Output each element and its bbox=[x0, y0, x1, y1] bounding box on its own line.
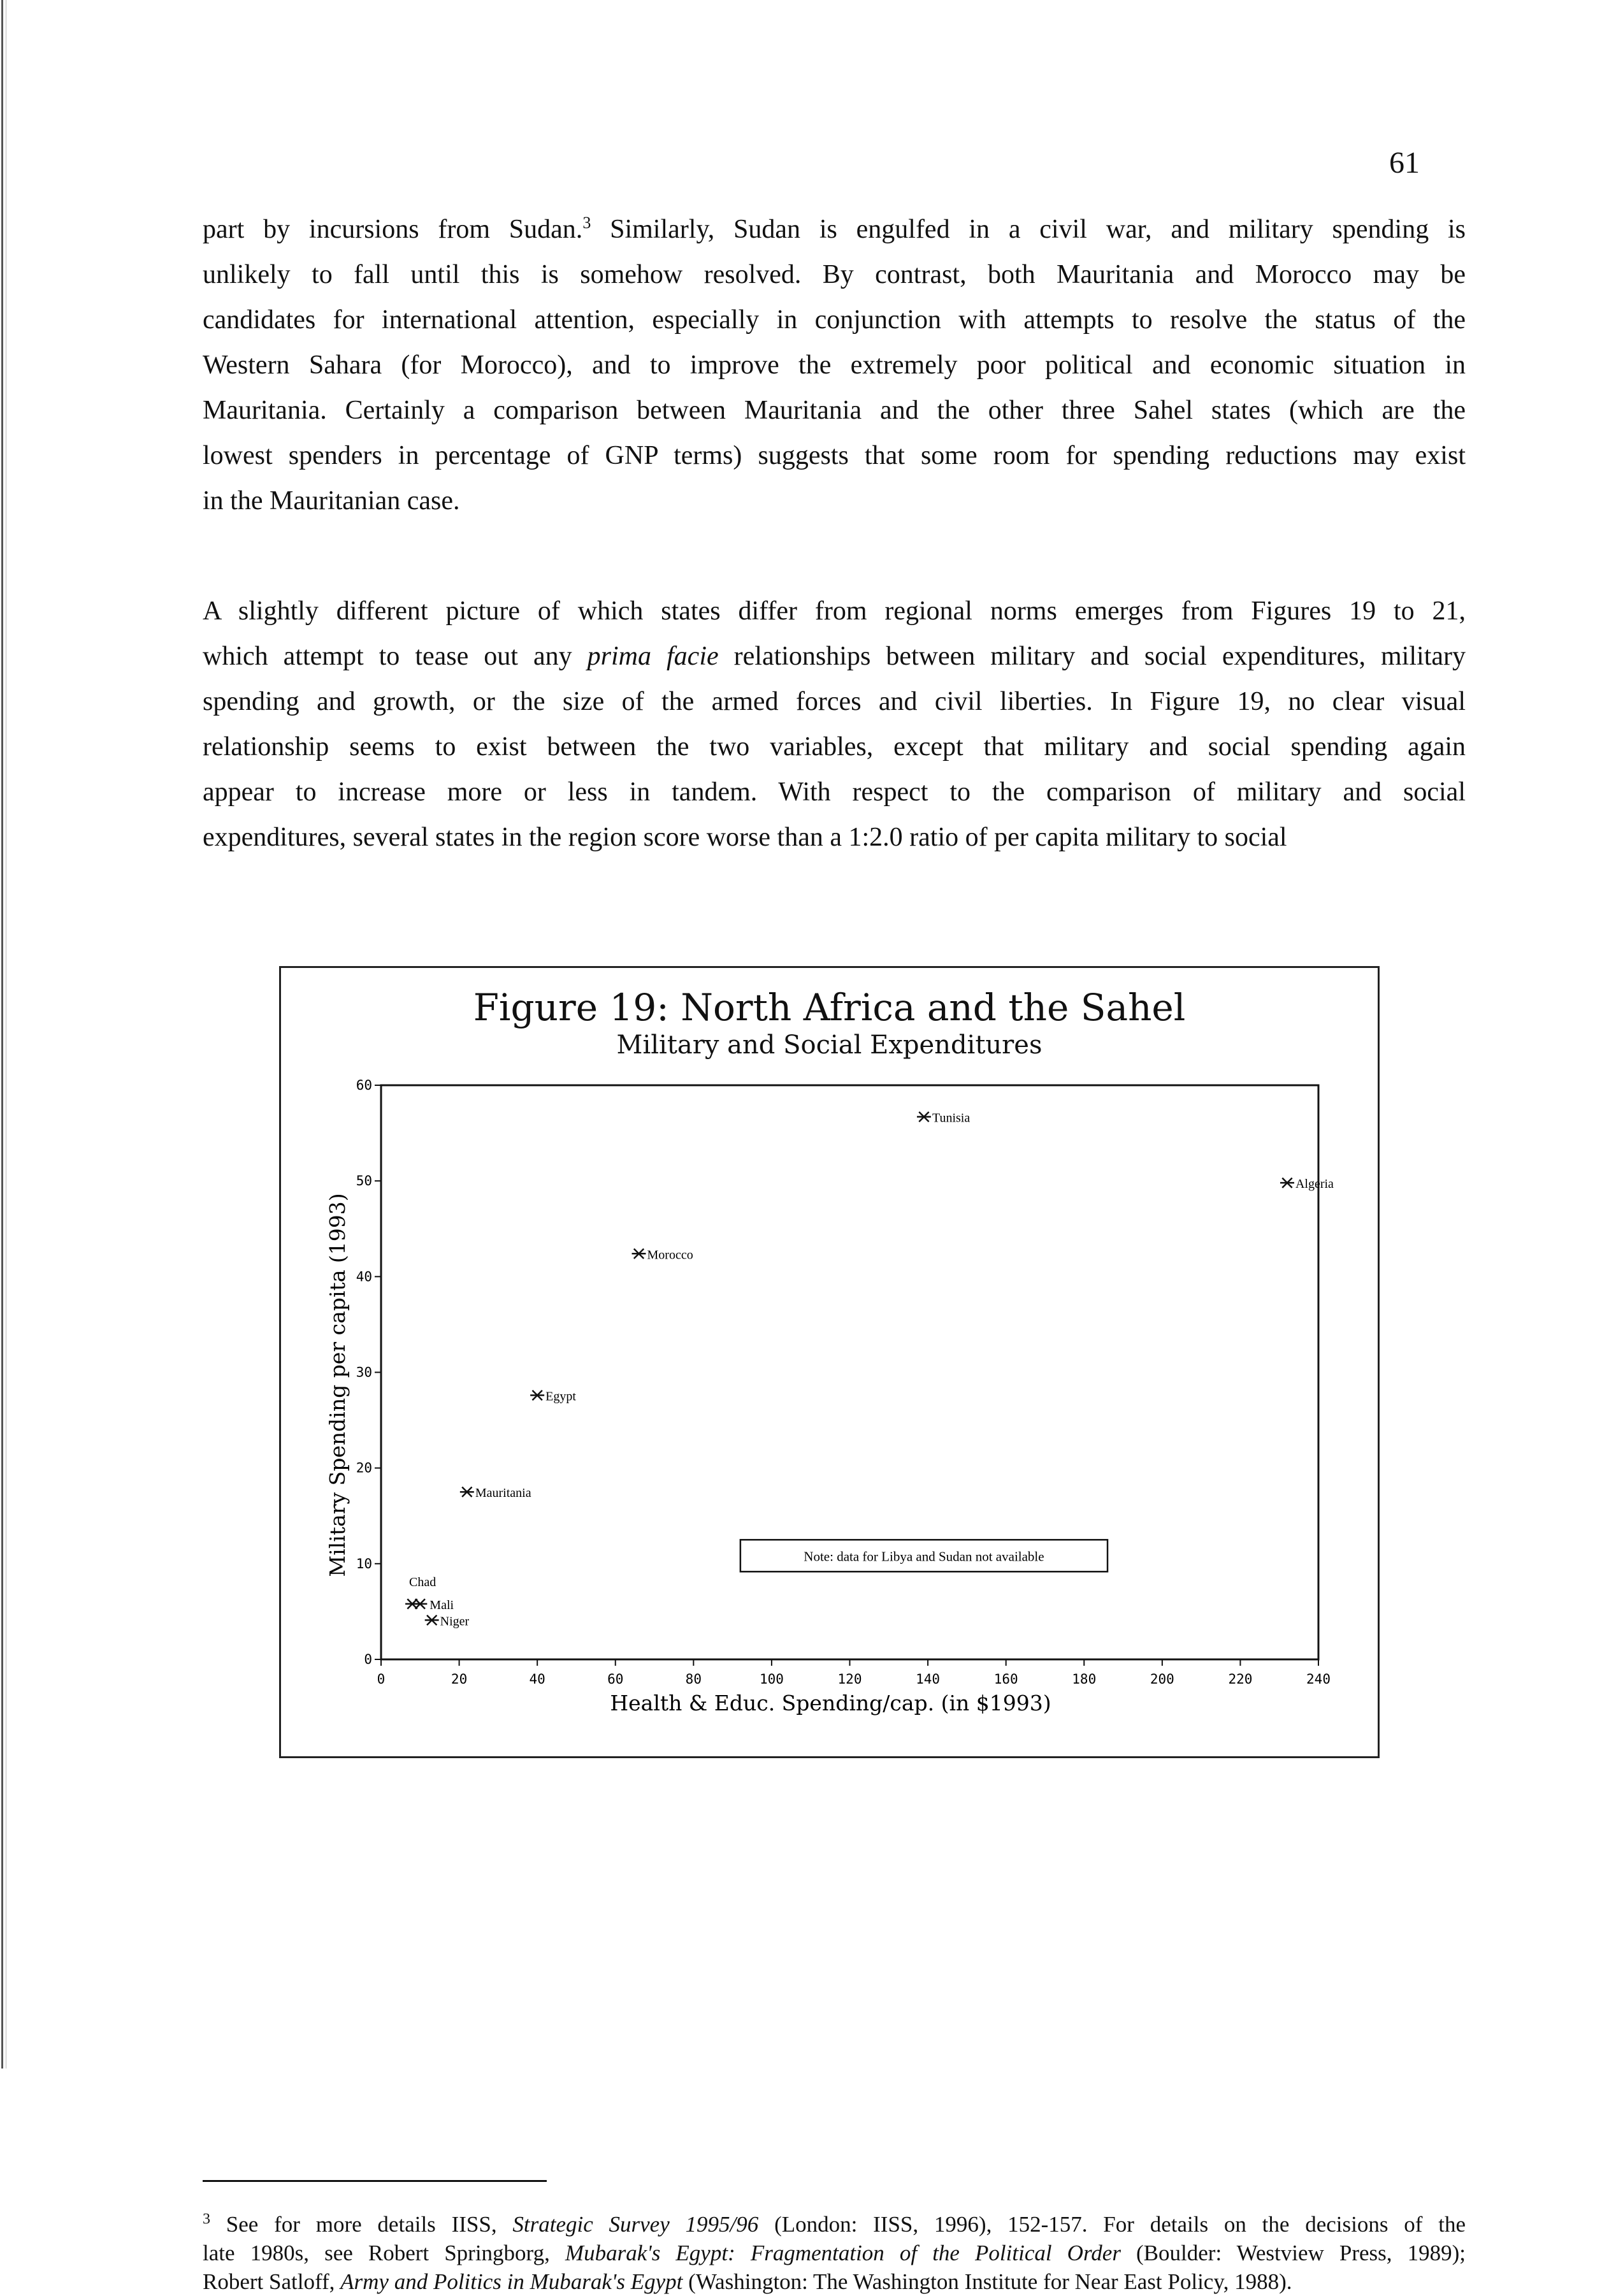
point-mauritania bbox=[460, 1487, 474, 1497]
paragraph-2 bbox=[203, 589, 1466, 860]
footnote-line bbox=[203, 2210, 1466, 2239]
x-tick-label: 20 bbox=[451, 1671, 468, 1687]
x-tick-label: 220 bbox=[1228, 1671, 1253, 1687]
text-line: expenditures, several states in the region score worse than a 1:2.0 ratio of per capita military to social bbox=[203, 823, 1287, 852]
point-tunisia bbox=[917, 1112, 931, 1122]
point-egypt bbox=[530, 1390, 544, 1400]
text-line: relationship seems to exist between the two variables, except that military and social spending again bbox=[203, 732, 1466, 762]
text-line: candidates for international attention, especially in conjunction with attempts to resolve the status of the bbox=[203, 305, 1466, 335]
y-axis-label: Military Spending per capita (1993) bbox=[325, 1193, 350, 1577]
x-tick-label: 180 bbox=[1072, 1671, 1097, 1687]
figure-subtitle: Military and Social Expenditures bbox=[616, 1030, 1043, 1060]
y-tick-label: 40 bbox=[356, 1269, 372, 1285]
x-tick-label: 140 bbox=[916, 1671, 941, 1687]
y-tick-label: 0 bbox=[364, 1652, 372, 1667]
plot-area bbox=[381, 1085, 1318, 1659]
point-label: Niger bbox=[440, 1614, 470, 1629]
x-tick-label: 240 bbox=[1306, 1671, 1331, 1687]
footnote-marker: 3 bbox=[582, 213, 591, 232]
text-line: appear to increase more or less in tandem. With respect to the comparison of military and social bbox=[203, 777, 1466, 807]
footnote-text: See for more details IISS, bbox=[210, 2212, 513, 2237]
footnote-line bbox=[203, 2267, 1466, 2296]
point-label: Morocco bbox=[647, 1248, 693, 1262]
y-tick-label: 60 bbox=[356, 1078, 372, 1093]
text-line: Mauritania. Certainly a comparison between Mauritania and the other three Sahel states (which are the bbox=[203, 396, 1466, 425]
footnote-text: (Boulder: Westview Press, 1989); bbox=[1120, 2241, 1466, 2265]
point-label: Mauritania bbox=[475, 1486, 531, 1501]
x-tick-label: 160 bbox=[993, 1671, 1018, 1687]
footnote-text: (London: IISS, 1996), 152-157. For details on the decisions of the bbox=[758, 2212, 1466, 2237]
text-line: in the Mauritanian case. bbox=[203, 486, 460, 516]
citation-title: Strategic Survey 1995/96 bbox=[512, 2212, 759, 2237]
point-morocco bbox=[632, 1249, 646, 1259]
point-algeria bbox=[1280, 1178, 1294, 1187]
point-label: Mali bbox=[429, 1598, 454, 1612]
citation-title: Army and Politics in Mubarak's Egypt bbox=[340, 2269, 683, 2294]
x-tick-label: 200 bbox=[1150, 1671, 1174, 1687]
y-tick-label: 10 bbox=[356, 1556, 372, 1571]
y-tick-label: 30 bbox=[356, 1364, 372, 1380]
x-tick-label: 100 bbox=[759, 1671, 784, 1687]
paragraph-1 bbox=[203, 207, 1466, 524]
x-tick-label: 120 bbox=[837, 1671, 862, 1687]
figure-title: Figure 19: North Africa and the Sahel bbox=[473, 986, 1186, 1029]
point-niger bbox=[425, 1615, 439, 1625]
text-line: part by incursions from Sudan.$^3$ Similarly, Sudan is engulfed in a civil war, and military spending is bbox=[203, 213, 1466, 244]
citation-title: Mubarak's Egypt: Fragmentation of the Political Order bbox=[565, 2241, 1121, 2265]
footnote-rule bbox=[203, 2180, 547, 2182]
point-label: Egypt bbox=[545, 1389, 576, 1404]
page-left-edge bbox=[0, 0, 5, 2069]
text-line: A slightly different picture of which states differ from regional norms emerges from Figures 19 to 21, bbox=[203, 596, 1466, 626]
text-line: Western Sahara (for Morocco), and to improve the extremely poor political and economic situation in bbox=[203, 350, 1466, 380]
x-tick-label: 80 bbox=[685, 1671, 702, 1687]
point-label: Chad bbox=[409, 1575, 437, 1589]
x-tick-label: 0 bbox=[377, 1671, 386, 1687]
text-line: unlikely to fall until this is somehow resolved. By contrast, both Mauritania and Morocco may be bbox=[203, 260, 1466, 289]
footnote bbox=[203, 2210, 1466, 2296]
italic-term: prima facie bbox=[587, 642, 719, 671]
point-label: Tunisia bbox=[932, 1111, 970, 1125]
x-tick-label: 40 bbox=[529, 1671, 545, 1687]
page-number: 61 bbox=[1389, 146, 1420, 180]
footnote-text: late 1980s, see Robert Springborg, bbox=[203, 2241, 565, 2265]
text-line: spending and growth, or the size of the armed forces and civil liberties. In Figure 19, no clear visual bbox=[203, 687, 1466, 716]
point-label: Algeria bbox=[1295, 1177, 1334, 1192]
y-tick-label: 20 bbox=[356, 1460, 372, 1476]
note-text: Note: data for Libya and Sudan not available bbox=[804, 1549, 1044, 1564]
x-axis-label: Health & Educ. Spending/cap. (in $1993) bbox=[610, 1691, 1051, 1715]
footnote-text: Robert Satloff, bbox=[203, 2269, 341, 2294]
figure-19 bbox=[279, 966, 1380, 1758]
footnote-number: 3 bbox=[203, 2211, 210, 2228]
scatter-chart bbox=[281, 968, 1378, 1756]
y-tick-label: 50 bbox=[356, 1173, 372, 1189]
footnote-line bbox=[203, 2239, 1466, 2267]
footnote-text: (Washington: The Washington Institute for Near East Policy, 1988). bbox=[682, 2269, 1292, 2294]
text-line: lowest spenders in percentage of GNP terms) suggests that some room for spending reductions may exist bbox=[203, 441, 1466, 470]
x-tick-label: 60 bbox=[607, 1671, 624, 1687]
text-line: which attempt to tease out any prima facie relationships between military and social expenditures, military bbox=[203, 642, 1466, 671]
